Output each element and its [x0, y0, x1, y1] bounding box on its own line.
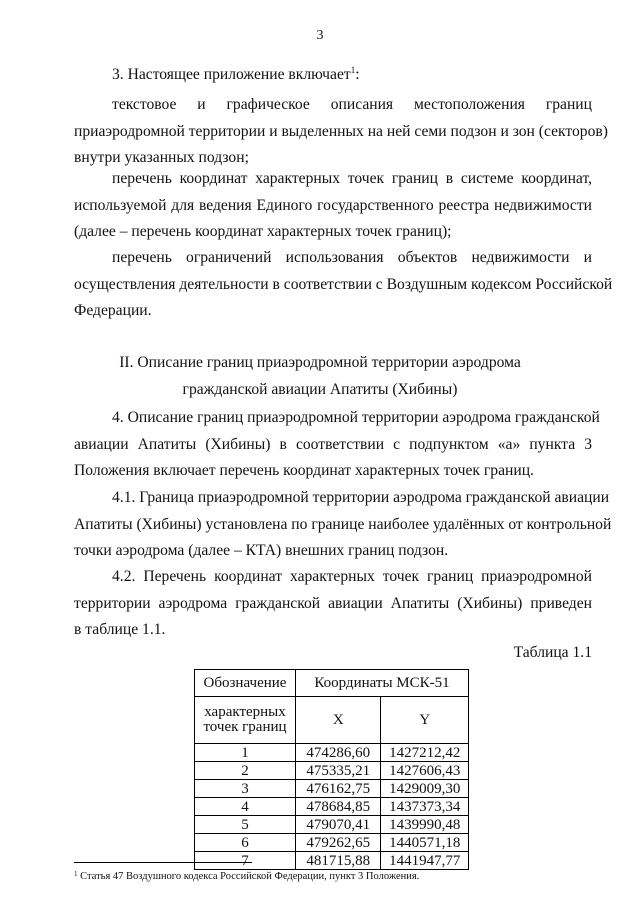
- line: осуществления деятельности в соответствии с Воздушным кодексом Российской: [74, 275, 613, 293]
- section-heading-line-2: гражданской авиации Апатиты (Хибины): [182, 381, 458, 398]
- header-designation: Обозначение: [195, 670, 296, 697]
- line: (далее – перечень координат характерных точек границ);: [74, 223, 452, 240]
- paragraph-contents-intro: [74, 62, 592, 89]
- section-heading-line-1: II. Описание границ приаэродромной территории аэродрома: [119, 354, 521, 371]
- line: перечень ограничений использования объектов недвижимости и: [112, 249, 592, 266]
- footnote-text: Статья 47 Воздушного кодекса Российской Федерации, пункт 3 Положения.: [80, 871, 420, 882]
- line: используемой для ведения Единого государственного реестра недвижимости: [74, 196, 592, 214]
- line: 4.1. Граница приаэродромной территории аэродрома гражданской авиации: [112, 489, 610, 506]
- paragraph-4: [74, 405, 600, 485]
- table-row: 6 479262,65 1440571,18: [195, 834, 469, 852]
- line: точки аэродрома (далее – КТА) внешних границ подзон.: [74, 542, 449, 559]
- coordinates-table: [194, 669, 469, 870]
- paragraph-restrictions: [74, 245, 613, 325]
- line: приаэродромной территории и выделенных на ней семи подзон и зон (секторов): [74, 122, 608, 140]
- footnote-mark: 1: [74, 870, 78, 878]
- table-row: 4 478684,85 1437373,34: [195, 798, 469, 816]
- line: авиации Апатиты (Хибины) в соответствии с подпунктом «а» пункта 3: [74, 435, 592, 453]
- header-x: X: [296, 697, 381, 744]
- footnote: [74, 871, 419, 882]
- line: Федерации.: [74, 302, 152, 319]
- line: Положения включает перечень координат характерных точек границ.: [74, 462, 534, 479]
- paragraph-coordinates-list: [74, 166, 592, 246]
- table-row: 7 481715,88 1441947,77: [195, 852, 469, 870]
- line: 3. Настоящее приложение включает$^1$:: [112, 65, 360, 83]
- table-row: 5 479070,41 1439990,48: [195, 816, 469, 834]
- line: территории аэродрома гражданской авиации Апатиты (Хибины) приведен: [74, 594, 592, 612]
- paragraph-text-graphic: [74, 92, 608, 172]
- table-caption: Таблица 1.1: [513, 644, 592, 661]
- paragraph-4-2: [74, 564, 592, 644]
- header-coordinates: Координаты МСК-51: [296, 670, 469, 697]
- page-number: 3: [316, 28, 324, 43]
- line: 4.2. Перечень координат характерных точек границ приаэродромной: [112, 568, 592, 585]
- footnote-separator: [74, 862, 252, 863]
- line: 4. Описание границ приаэродромной территории аэродрома гражданской: [112, 409, 600, 426]
- line: Апатиты (Хибины) установлена по границе наиболее удалённых от контрольной: [74, 515, 612, 533]
- table-row: 2 475335,21 1427606,43: [195, 762, 469, 780]
- footnote-ref: 1: [350, 65, 356, 75]
- table-row: 1 474286,60 1427212,42: [195, 744, 469, 762]
- line: перечень координат характерных точек границ в системе координат,: [112, 170, 592, 187]
- table-row: 3 476162,75 1429009,30: [195, 780, 469, 798]
- header-points: характерных точек границ: [195, 697, 296, 744]
- line: в таблице 1.1.: [74, 621, 166, 638]
- line: внутри указанных подзон;: [74, 149, 249, 166]
- header-y: Y: [381, 697, 469, 744]
- paragraph-4-1: [74, 485, 612, 565]
- line: текстовое и графическое описания местоположения границ: [112, 96, 592, 113]
